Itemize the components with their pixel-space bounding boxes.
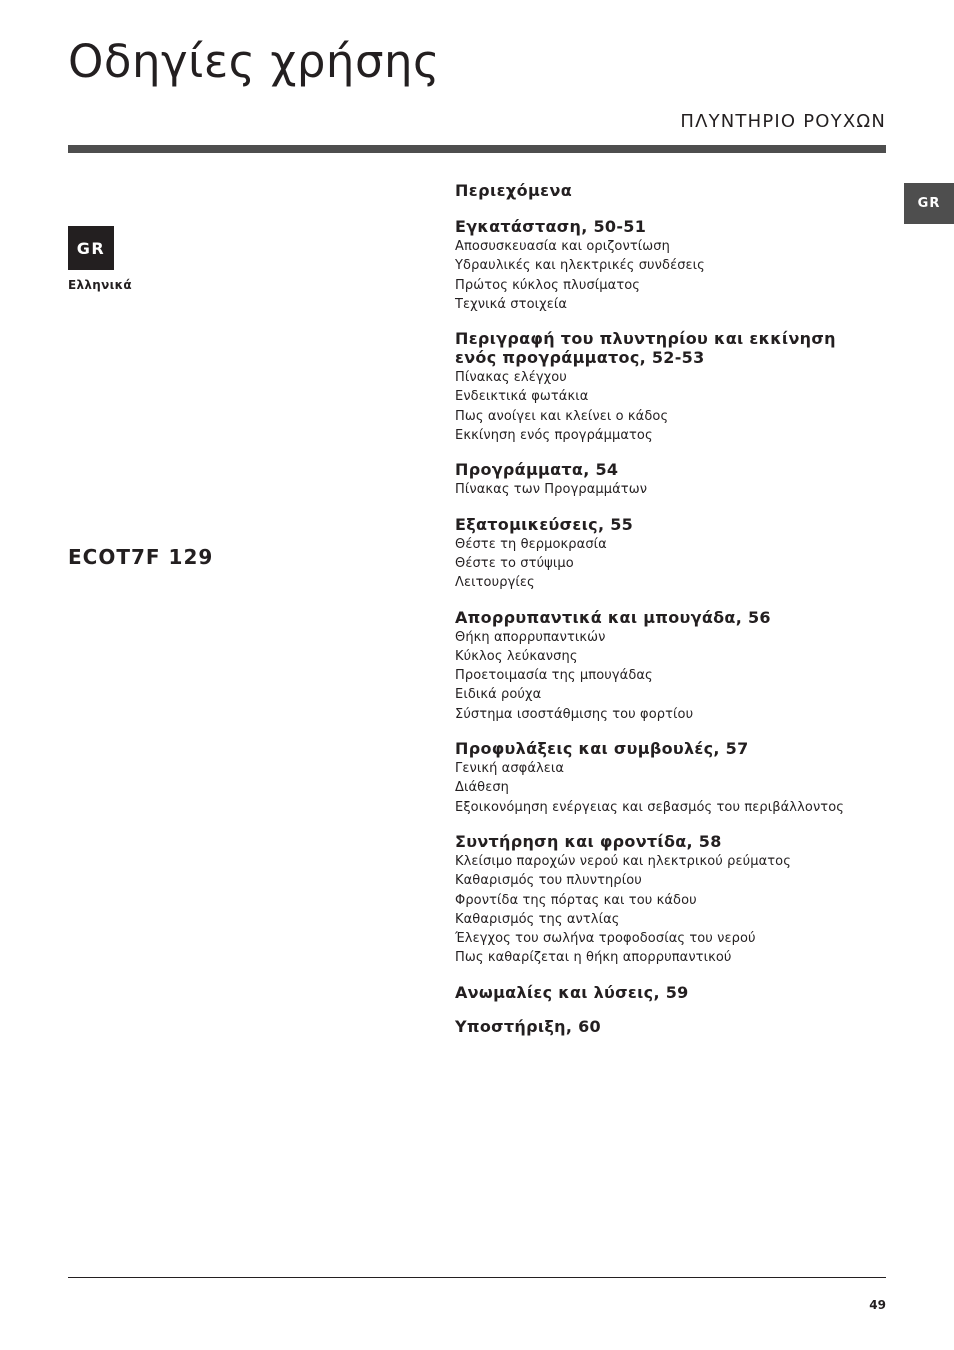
toc-item: Πίνακας ελέγχου <box>455 370 567 386</box>
footer-divider <box>68 1277 886 1278</box>
toc-item: Αποσυσκευασία και οριζοντίωση <box>455 239 670 254</box>
toc-section-title: Εγκατάσταση, 50-51 <box>455 217 647 236</box>
toc-item: Καθαρισμός του πλυντηρίου <box>455 873 642 889</box>
toc-item: Κύκλος λεύκανσης <box>455 648 578 664</box>
toc-section <box>455 329 875 445</box>
toc-item: Πως καθαρίζεται η θήκη απορρυπαντικού <box>455 950 732 966</box>
toc-item: Υδραυλικές και ηλεκτρικές συνδέσεις <box>455 258 705 274</box>
toc-item: Λειτουργίες <box>455 575 535 591</box>
toc-section <box>455 460 875 499</box>
toc-item-list <box>455 535 875 593</box>
toc-section <box>455 832 875 968</box>
toc-item: Σύστημα ισοστάθμισης του φορτίου <box>455 706 694 722</box>
toc-sections <box>455 217 875 1036</box>
toc-section-title: Υποστήριξη, 60 <box>455 1016 601 1036</box>
toc-item-list <box>455 628 875 724</box>
toc-item: Ενδεικτικά φωτάκια <box>455 389 589 405</box>
toc-item: Πίνακας των Προγραμμάτων <box>455 482 648 498</box>
toc-item-list <box>455 368 875 445</box>
toc-item: Καθαρισμός της αντλίας <box>455 911 620 927</box>
header-divider <box>68 145 886 153</box>
model-number: ECOT7F 129 <box>68 545 214 569</box>
toc-item: Εξοικονόμηση ενέργειας και σεβασμός του περιβάλλοντος <box>455 799 845 815</box>
product-type-label: ΠΛΥΝΤΗΡΙΟ ΡΟΥΧΩΝ <box>680 111 886 132</box>
table-of-contents <box>455 180 875 1051</box>
toc-item: Πρώτος κύκλος πλυσίματος <box>455 277 641 293</box>
toc-section-title: Συντήρηση και φροντίδα, 58 <box>455 831 722 851</box>
language-side-tab: GR <box>904 183 954 224</box>
toc-item: Διάθεση <box>455 780 510 796</box>
page-title: Οδηγίες χρήσης <box>68 35 440 88</box>
toc-item-list <box>455 480 875 499</box>
toc-section-title: Περιγραφή του πλυντηρίου και εκκίνηση ενός προγράμματος, 52-53 <box>455 329 836 368</box>
toc-section <box>455 1017 875 1036</box>
language-name: Ελληνικά <box>68 278 132 292</box>
toc-item: Θήκη απορρυπαντικών <box>455 629 606 645</box>
toc-item: Κλείσιμο παροχών νερού και ηλεκτρικού ρεύματος <box>455 853 791 869</box>
toc-item: Πως ανοίγει και κλείνει ο κάδος <box>455 408 669 424</box>
toc-item: Φροντίδα της πόρτας και του κάδου <box>455 892 697 908</box>
toc-item: Θέστε τη θερμοκρασία <box>455 536 607 552</box>
toc-section <box>455 608 875 724</box>
toc-item: Θέστε το στύψιμο <box>455 555 574 571</box>
toc-section <box>455 739 875 817</box>
toc-section-title: Εξατομικεύσεις, 55 <box>455 514 634 534</box>
toc-section <box>455 983 875 1002</box>
toc-section <box>455 217 875 314</box>
toc-item-list <box>455 237 875 314</box>
toc-section-title: Ανωμαλίες και λύσεις, 59 <box>455 982 689 1002</box>
toc-section-title: Προγράμματα, 54 <box>455 460 619 480</box>
toc-item: Ειδικά ρούχα <box>455 687 542 703</box>
toc-item-list <box>455 759 875 817</box>
toc-item: Γενική ασφάλεια <box>455 761 565 777</box>
toc-section <box>455 515 875 593</box>
toc-item: Προετοιμασία της μπουγάδας <box>455 668 653 684</box>
toc-section-title: Απορρυπαντικά και μπουγάδα, 56 <box>455 607 771 627</box>
page-number: 49 <box>869 1298 886 1312</box>
toc-heading: Περιεχόμενα <box>455 181 573 200</box>
toc-item: Έλεγχος του σωλήνα τροφοδοσίας του νερού <box>455 931 756 947</box>
toc-section-title: Προφυλάξεις και συμβουλές, 57 <box>455 739 749 759</box>
toc-item: Εκκίνηση ενός προγράμματος <box>455 428 653 444</box>
toc-item-list <box>455 852 875 968</box>
toc-item: Τεχνικά στοιχεία <box>455 296 568 312</box>
language-badge: GR <box>68 226 114 270</box>
